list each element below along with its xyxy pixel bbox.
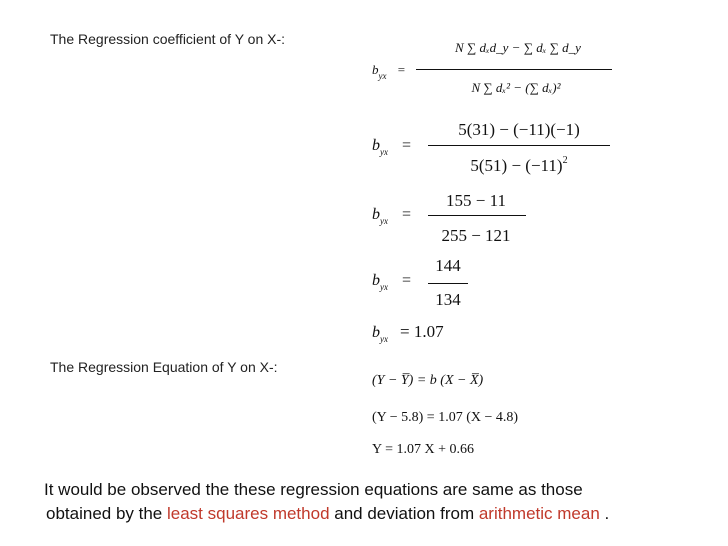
formula-lhs: $b_{yx}$ = <box>372 62 406 81</box>
conclusion-text: and deviation from <box>329 504 479 523</box>
arithmetic-mean-highlight: arithmetic mean <box>478 504 600 523</box>
conclusion-line-1: It would be observed the these regression equations are same as those <box>44 480 583 499</box>
step3-denominator: 134 <box>435 290 461 309</box>
coefficient-result: $b_{yx} = 1.07$ <box>372 322 444 344</box>
step2-denominator: 255 − 121 <box>441 226 511 245</box>
conclusion-line-2 <box>46 504 609 524</box>
formula-numerator: N ∑ dₓd_y − ∑ dₓ ∑ d_y <box>455 40 581 55</box>
step2-fraction-bar <box>428 215 526 216</box>
formula-denominator: N ∑ dₓ² − (∑ dₓ)² <box>471 80 561 95</box>
step3-lhs: $b_{yx}$ = <box>372 272 412 292</box>
step1-numerator: 5(31) − (−11)(−1) <box>458 120 580 139</box>
conclusion-text: . <box>599 504 610 523</box>
step3-fraction-bar <box>428 283 468 284</box>
formula-fraction-bar <box>416 69 612 70</box>
equation-line-2: (Y − 5.8) = 1.07 (X − 4.8) <box>372 410 519 425</box>
equation-heading: The Regression Equation of Y on X-: <box>50 359 278 375</box>
step1-fraction-bar <box>428 145 610 146</box>
conclusion-text: obtained by the <box>46 504 167 523</box>
step2-lhs: $b_{yx}$ = <box>372 206 412 226</box>
step3-numerator: 144 <box>435 256 461 275</box>
least-squares-highlight: least squares method <box>166 504 330 523</box>
equation-line-3: Y = 1.07 X + 0.66 <box>372 442 474 457</box>
coefficient-heading: The Regression coefficient of Y on X-: <box>50 31 286 47</box>
step2-numerator: 155 − 11 <box>446 191 506 210</box>
equation-line-1: (Y − Y̅) = b (X − X̅) <box>372 373 484 388</box>
step1-lhs: $b_{yx}$ = <box>372 137 412 157</box>
step1-denominator: $5(51) - (-11)^2$ <box>470 155 568 175</box>
